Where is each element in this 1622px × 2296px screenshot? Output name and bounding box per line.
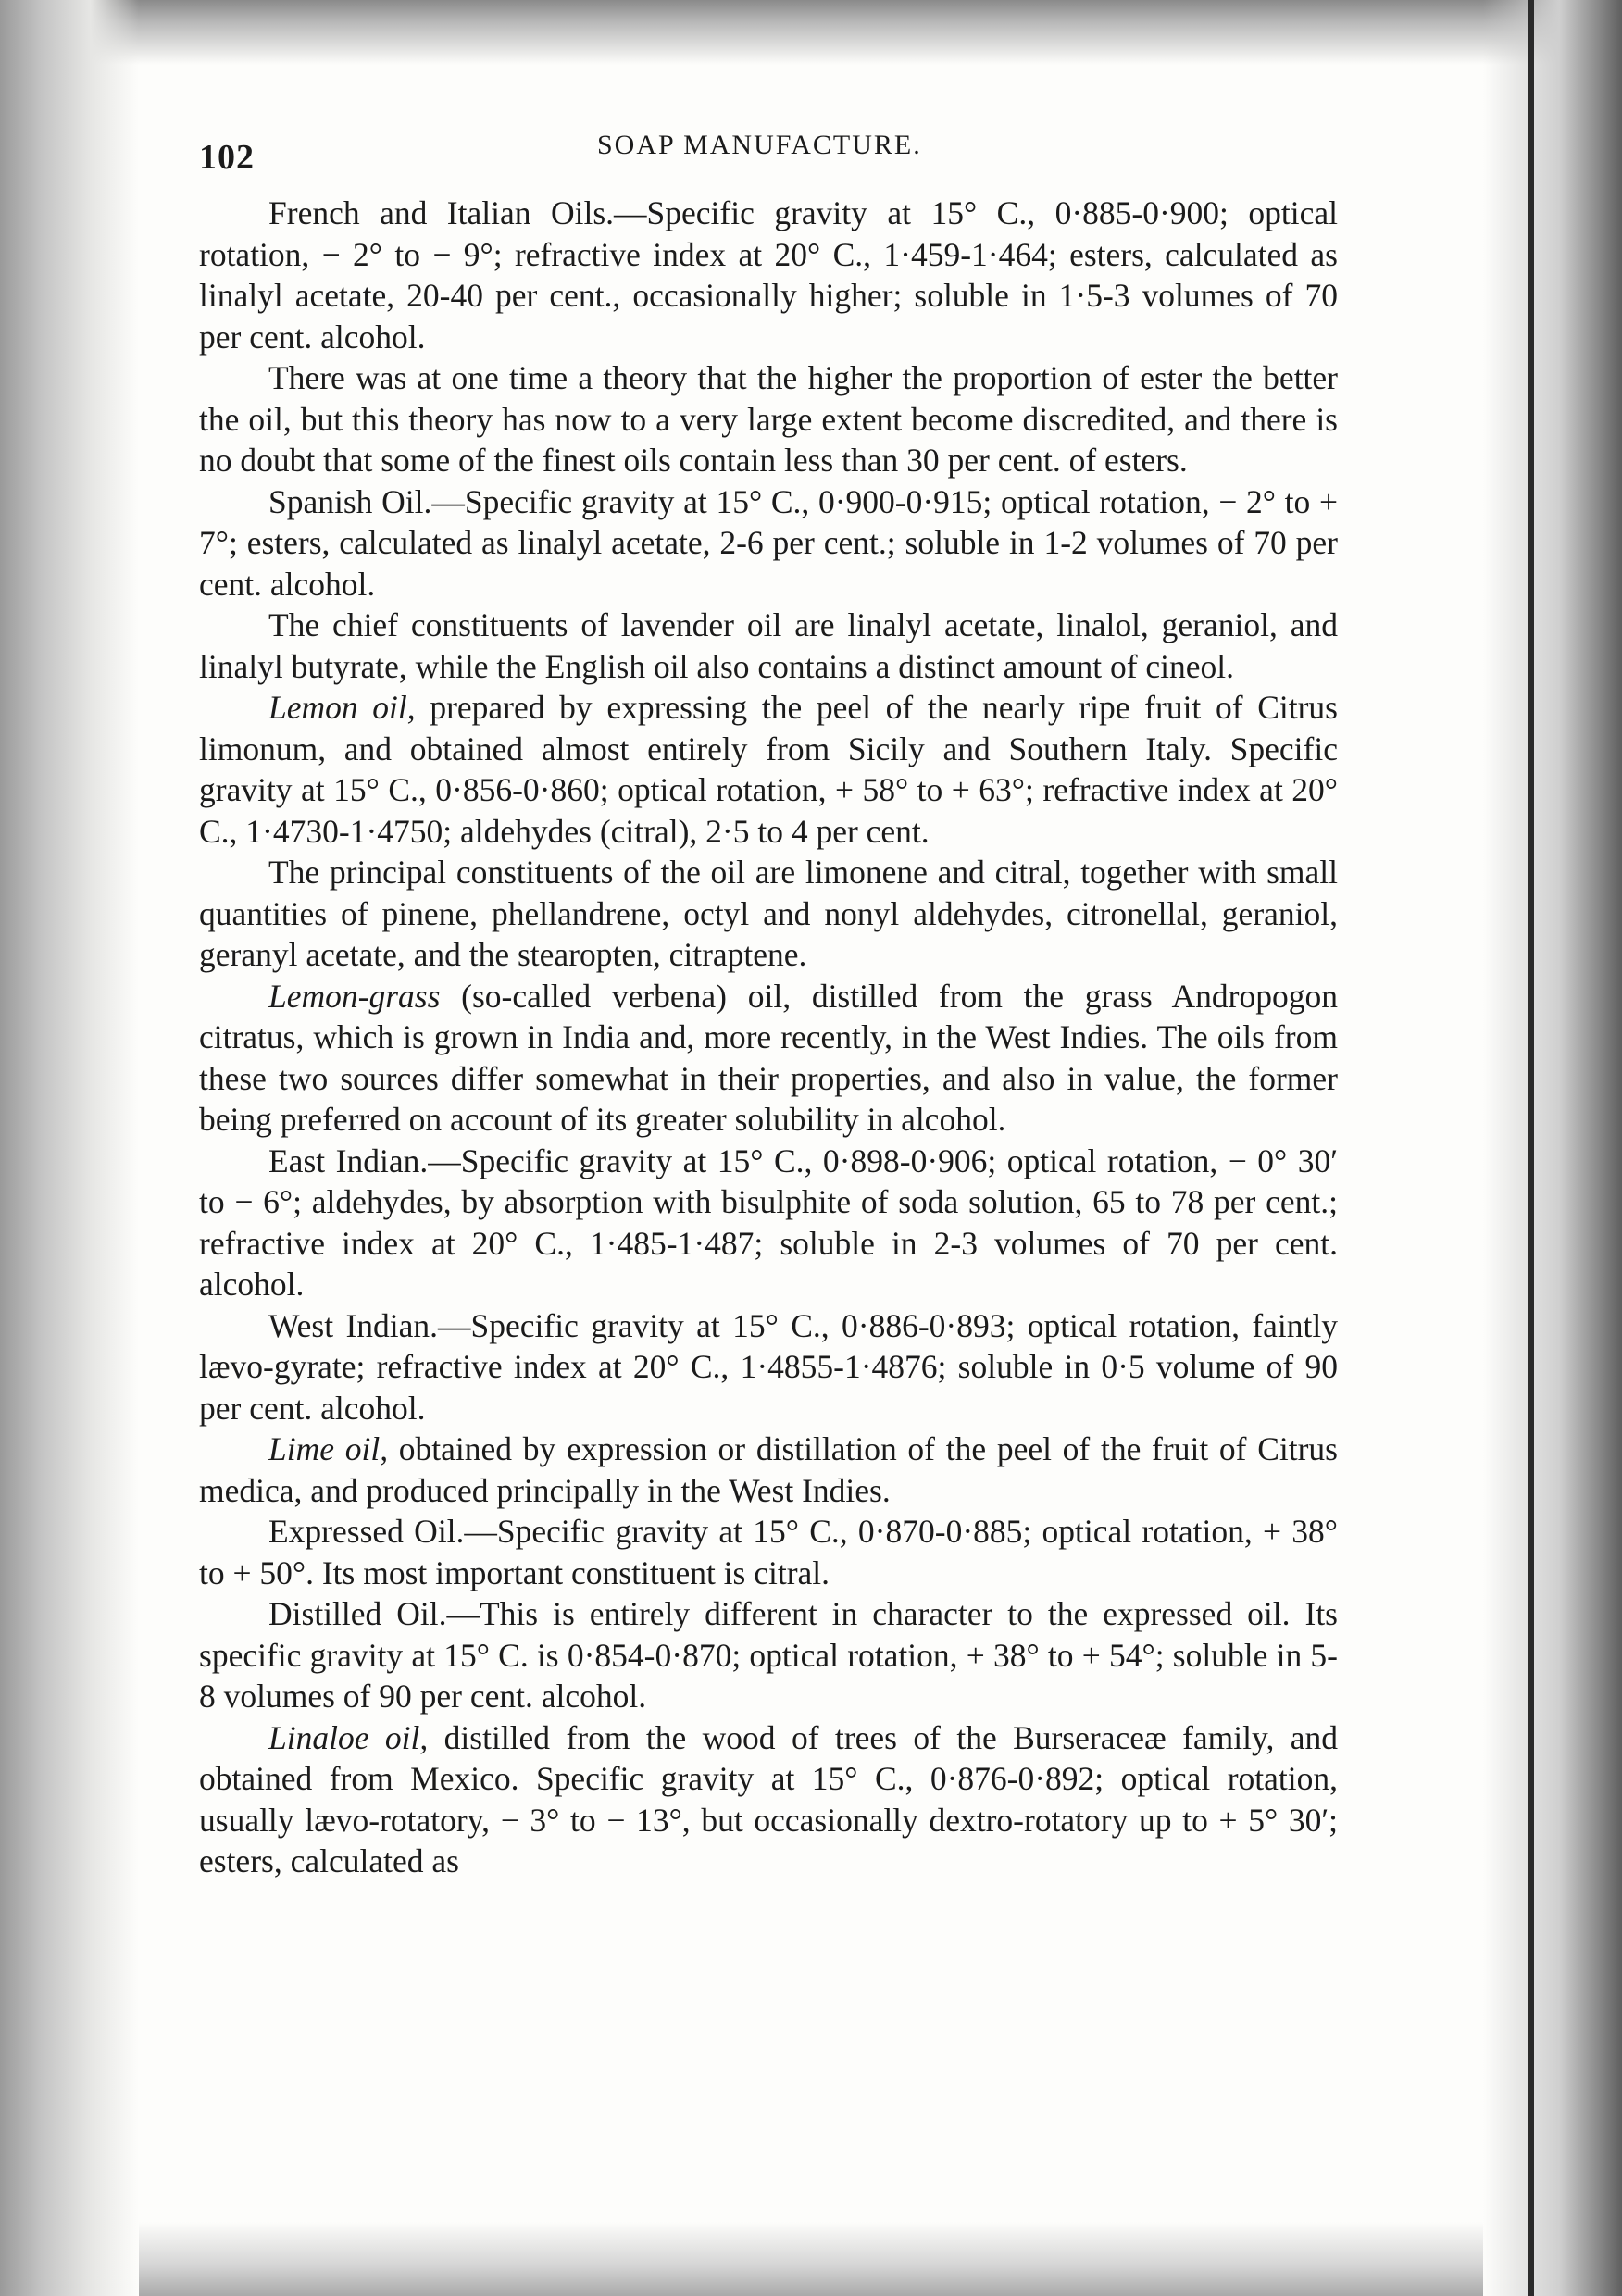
paragraph bbox=[199, 357, 1338, 481]
page-binding-line bbox=[1528, 0, 1534, 2296]
scan-edge-right bbox=[1483, 0, 1622, 2296]
scan-edge-left bbox=[0, 0, 139, 2296]
paragraph-text: prepared by expressing the peel of the nearly ripe fruit of Citrus limonum, and obtained almost entirely from Sicily and Southern Italy. Specific gravity at 15° C., 0·856-0·860; optical rotation, + 58° to + 63°; refractive index at 20° C., 1·4730-1·4750; aldehydes (citral), 2·5 to 4 per cent. bbox=[199, 689, 1338, 850]
body-text bbox=[199, 193, 1338, 1882]
paragraph-text: West Indian.—Specific gravity at 15° C., 0·886-0·893; optical rotation, faintly lævo-gyrate; refractive index at 20° C., 1·4855-1·4876; soluble in 0·5 volume of 90 per cent. alcohol. bbox=[199, 1306, 1338, 1427]
paragraph bbox=[199, 976, 1338, 1141]
paragraph-lead: Linaloe oil, bbox=[268, 1718, 429, 1756]
paragraph-text: The principal constituents of the oil are limonene and citral, together with small quantities of pinene, phellandrene, octyl and nonyl aldehydes, citronellal, geraniol, geranyl acetate, and the stearopten, citraptene. bbox=[199, 854, 1338, 973]
paragraph bbox=[199, 687, 1338, 852]
paragraph-text: Distilled Oil.—This is entirely different in character to the expressed oil. Its specific gravity at 15° C. is 0·854-0·870; optical rotation, + 38° to + 54°; soluble in 5-8 volumes of 90 per cent. alcohol. bbox=[199, 1595, 1338, 1715]
scan-edge-top bbox=[56, 0, 1566, 65]
paragraph-text: There was at one time a theory that the higher the proportion of ester the better the oil, but this theory has now to a very large extent become discredited, and there is no doubt that some of the finest oils contain less than 30 per cent. of esters. bbox=[199, 359, 1338, 479]
paragraph-lead: Lime oil, bbox=[268, 1430, 389, 1467]
page-header bbox=[199, 109, 1338, 193]
paragraph-text: obtained by expression or distillation of the peel of the fruit of Citrus medica, and produced principally in the West Indies. bbox=[199, 1430, 1338, 1509]
paragraph-text: Spanish Oil.—Specific gravity at 15° C., 0·900-0·915; optical rotation, − 2° to + 7°; esters, calculated as linalyl acetate, 2-6 per cent.; soluble in 1-2 volumes of 70 per cent. alcohol. bbox=[199, 482, 1338, 603]
running-title: SOAP MANUFACTURE. bbox=[597, 130, 922, 160]
paragraph-lead: Lemon-grass bbox=[268, 977, 441, 1015]
book-page bbox=[199, 109, 1338, 1882]
paragraph-text: distilled from the wood of trees of the Burseraceæ family, and obtained from Mexico. Specific gravity at 15° C., 0·876-0·892; optical rotation, usually lævo-rotatory, − 3° to − 13°, but occasionally dextro-rotatory up to + 5° 30′; esters, calculated as bbox=[199, 1718, 1339, 1879]
paragraph bbox=[199, 1511, 1338, 1593]
paragraph bbox=[199, 852, 1338, 976]
paragraph-text: Expressed Oil.—Specific gravity at 15° C., 0·870-0·885; optical rotation, + 38° to + 50°. Its most important constituent is citral. bbox=[199, 1513, 1338, 1591]
paragraph bbox=[199, 193, 1338, 357]
paragraph bbox=[199, 1593, 1338, 1717]
paragraph bbox=[199, 1429, 1338, 1511]
paragraph bbox=[199, 481, 1338, 605]
paragraph-text: East Indian.—Specific gravity at 15° C., 0·898-0·906; optical rotation, − 0° 30′ to − 6°; aldehydes, by absorption with bisulphite of soda solution, 65 to 78 per cent.; refractive index at 20° C., 1·485-1·487; soluble in 2-3 volumes of 70 per cent. alcohol. bbox=[199, 1142, 1338, 1303]
paragraph bbox=[199, 1141, 1338, 1305]
paragraph bbox=[199, 1305, 1338, 1429]
page-number: 102 bbox=[199, 138, 255, 177]
paragraph bbox=[199, 605, 1338, 687]
paragraph-lead: Lemon oil, bbox=[268, 689, 416, 726]
scan-edge-bottom bbox=[139, 2222, 1483, 2296]
paragraph-text: French and Italian Oils.—Specific gravity at 15° C., 0·885-0·900; optical rotation, − 2° to − 9°; refractive index at 20° C., 1·459-1·464; esters, calculated as linalyl acetate, 20-40 per cent., occasionally higher; soluble in 1·5-3 volumes of 70 per cent. alcohol. bbox=[199, 194, 1338, 356]
paragraph-text: (so-called verbena) oil, distilled from the grass Andropogon citratus, which is grown in India and, more recently, in the West Indies. The oils from these two sources differ somewhat in their properties, and also in value, the former being preferred on account of its greater solubility in alcohol. bbox=[199, 977, 1338, 1138]
paragraph-text: The chief constituents of lavender oil are linalyl acetate, linalol, geraniol, and linalyl butyrate, while the English oil also contains a distinct amount of cineol. bbox=[199, 606, 1338, 685]
paragraph bbox=[199, 1717, 1338, 1882]
